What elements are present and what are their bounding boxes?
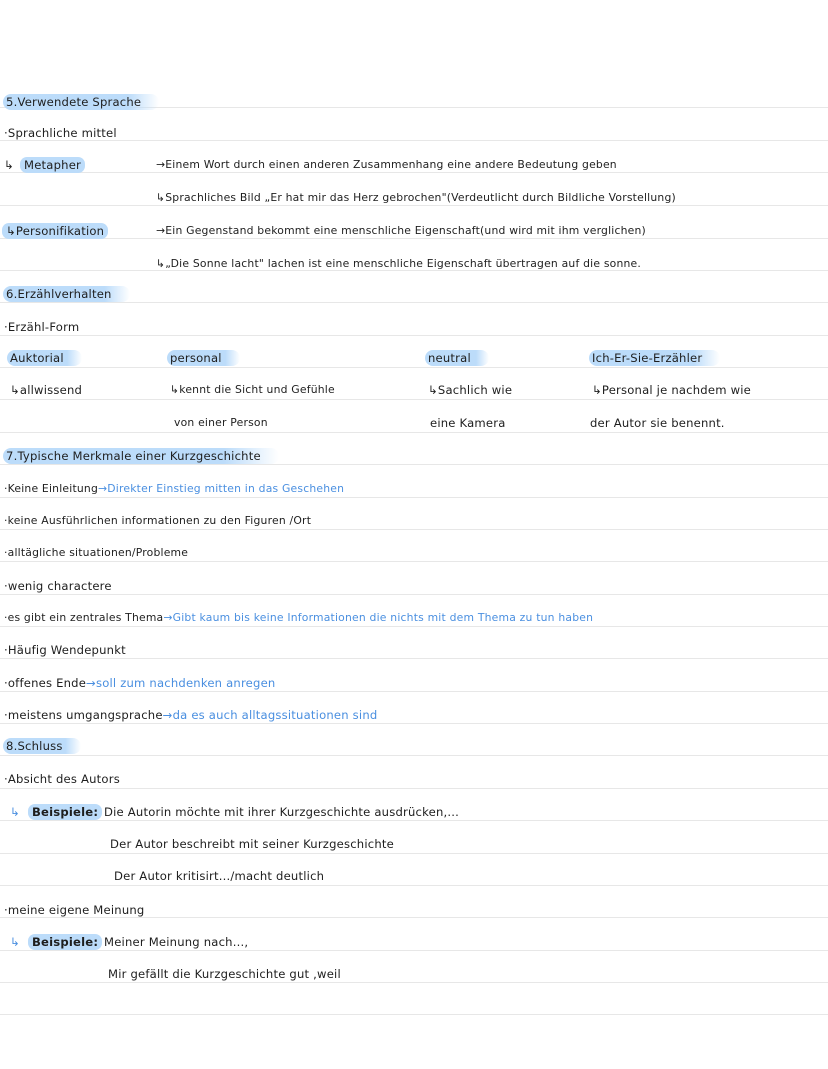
ruled-line xyxy=(0,982,828,983)
merkmal-text: ·offenes Ende xyxy=(4,676,87,690)
section-heading-verwendete-sprache: 5.Verwendete Sprache xyxy=(3,94,159,110)
ruled-line xyxy=(0,594,828,595)
personifikation-example: ↳„Die Sonne lacht" lachen ist eine menschliche Eigenschaft übertragen auf die sonne. xyxy=(156,257,642,270)
merkmal-item xyxy=(4,642,126,658)
label-personifikation: ↳Personifikation xyxy=(2,223,108,239)
merkmal-item xyxy=(4,545,188,561)
merkmal-item xyxy=(4,513,311,529)
ruled-line xyxy=(0,335,828,336)
merkmal-text: ·es gibt ein zentrales Thema xyxy=(4,611,164,624)
ruled-line xyxy=(0,755,828,756)
merkmal-note: →soll zum nachdenken anregen xyxy=(86,676,276,690)
erzaehler-personal: personal xyxy=(167,350,240,366)
ruled-line xyxy=(0,529,828,530)
erzaehler-auktorial: Auktorial xyxy=(7,350,82,366)
erzaehler-neutral: neutral xyxy=(425,350,489,366)
merkmal-text: ·alltägliche situationen/Probleme xyxy=(4,546,189,559)
arrow-icon: ↳ xyxy=(10,935,20,949)
ruled-line xyxy=(0,788,828,789)
beispiel-text: Meiner Meinung nach..., xyxy=(104,935,249,949)
personal-description-line2: von einer Person xyxy=(174,416,268,429)
metapher-definition: →Einem Wort durch einen anderen Zusammenhang eine andere Bedeutung geben xyxy=(156,158,617,171)
merkmal-note: →da es auch alltagssituationen sind xyxy=(162,708,378,722)
neutral-description-line2: eine Kamera xyxy=(430,416,506,430)
ruled-line xyxy=(0,464,828,465)
merkmal-text: ·meistens umgangsprache xyxy=(4,708,163,722)
neutral-description-line1: ↳Sachlich wie xyxy=(428,383,513,397)
arrow-icon: ↳ xyxy=(4,158,14,172)
ruled-line xyxy=(0,658,828,659)
merkmal-note: →Direkter Einstieg mitten in das Geschehen xyxy=(98,482,345,495)
merkmal-item xyxy=(4,707,377,723)
bullet-erzaehl-form: ·Erzähl-Form xyxy=(4,320,80,334)
merkmal-item xyxy=(4,481,344,497)
bullet-absicht-des-autors: ·Absicht des Autors xyxy=(4,772,120,786)
merkmal-item xyxy=(4,675,275,691)
ruled-line xyxy=(0,367,828,368)
auktorial-description: ↳allwissend xyxy=(10,383,83,397)
merkmal-item xyxy=(4,610,593,626)
ruled-line xyxy=(0,626,828,627)
icherzaehler-description-line2: der Autor sie benennt. xyxy=(590,416,725,430)
ruled-line xyxy=(0,950,828,951)
ruled-line xyxy=(0,1014,828,1015)
label-metapher: Metapher xyxy=(20,157,85,173)
merkmal-note: →Gibt kaum bis keine Informationen die nichts mit dem Thema zu tun haben xyxy=(163,611,594,624)
beispiel-text: Der Autor kritisirt.../macht deutlich xyxy=(114,869,325,883)
arrow-icon: ↳ xyxy=(10,805,20,819)
ruled-line xyxy=(0,820,828,821)
beispiel-text: Die Autorin möchte mit ihrer Kurzgeschichte ausdrücken,... xyxy=(104,805,460,819)
beispiel-text: Mir gefällt die Kurzgeschichte gut ,weil xyxy=(108,967,341,981)
label-beispiele: Beispiele: xyxy=(28,934,102,950)
ruled-line xyxy=(0,885,828,886)
beispiel-text: Der Autor beschreibt mit seiner Kurzgeschichte xyxy=(110,837,394,851)
section-heading-erzaehlverhalten: 6.Erzählverhalten xyxy=(3,286,130,302)
merkmal-text: ·wenig charactere xyxy=(4,579,112,593)
ruled-line xyxy=(0,853,828,854)
merkmal-item xyxy=(4,578,112,594)
merkmal-text: ·Keine Einleitung xyxy=(4,482,99,495)
ruled-line xyxy=(0,691,828,692)
merkmal-text: ·Häufig Wendepunkt xyxy=(4,643,126,657)
section-heading-merkmale: 7.Typische Merkmale einer Kurzgeschichte xyxy=(3,448,279,464)
ruled-line xyxy=(0,432,828,433)
merkmal-text: ·keine Ausführlichen informationen zu den Figuren /Ort xyxy=(4,514,312,527)
ruled-line xyxy=(0,561,828,562)
ruled-line xyxy=(0,723,828,724)
icherzaehler-description-line1: ↳Personal je nachdem wie xyxy=(592,383,752,397)
ruled-line xyxy=(0,399,828,400)
ruled-line xyxy=(0,302,828,303)
ruled-line xyxy=(0,140,828,141)
personal-description-line1: ↳kennt die Sicht und Gefühle xyxy=(170,383,335,396)
section-heading-schluss: 8.Schluss xyxy=(3,738,81,754)
bullet-sprachliche-mittel: ·Sprachliche mittel xyxy=(4,126,117,140)
personifikation-definition: →Ein Gegenstand bekommt eine menschliche Eigenschaft(und wird mit ihm verglichen) xyxy=(156,224,646,237)
metapher-example: ↳Sprachliches Bild „Er hat mir das Herz gebrochen"(Verdeutlicht durch Bildliche Vorstellung) xyxy=(156,191,676,204)
erzaehler-ich-er-sie: Ich-Er-Sie-Erzähler xyxy=(589,350,720,366)
ruled-line xyxy=(0,497,828,498)
bullet-eigene-meinung: ·meine eigene Meinung xyxy=(4,903,145,917)
label-beispiele: Beispiele: xyxy=(28,804,102,820)
